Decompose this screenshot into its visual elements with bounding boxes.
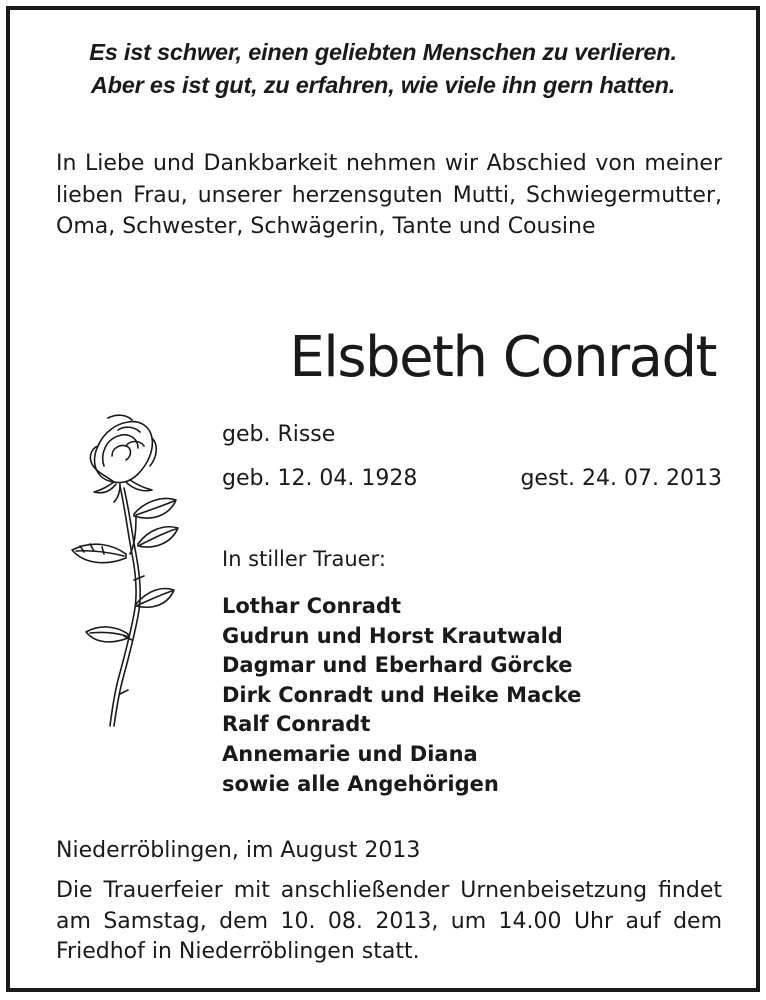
intro-text: In Liebe und Dankbarkeit nehmen wir Abschied von meiner lieben Frau, unserer herzensguten Mutti, Schwiegermutter, Oma, Schwester, Schwägerin, Tante und Cousine bbox=[56, 151, 722, 239]
motto-line-2: Aber es ist gut, zu erfahren, wie viele ihn gern hatten. bbox=[90, 72, 676, 98]
motto bbox=[10, 36, 756, 102]
mourner-name: sowie alle Angehörigen bbox=[222, 771, 499, 796]
birth-date: geb. 12. 04. 1928 bbox=[222, 466, 418, 491]
place-and-date: Niederröblingen, im August 2013 bbox=[56, 838, 421, 863]
mourner-list bbox=[222, 592, 581, 799]
rose-icon bbox=[54, 404, 184, 734]
mourner-name: Ralf Conradt bbox=[222, 712, 371, 737]
mourner-name: Dirk Conradt und Heike Macke bbox=[222, 682, 582, 707]
obituary-notice bbox=[6, 6, 760, 992]
motto-line-1: Es ist schwer, einen geliebten Menschen zu verlieren. bbox=[89, 39, 677, 65]
funeral-notice: Die Trauerfeier mit anschließender Urnenbeisetzung findet am Samstag, dem 10. 08. 2013, um 14.00 Uhr auf dem Friedhof in Niederröblingen statt. bbox=[56, 878, 722, 964]
mourner-name: Annemarie und Diana bbox=[222, 741, 478, 766]
mourning-label: In stiller Trauer: bbox=[222, 547, 386, 571]
death-date: gest. 24. 07. 2013 bbox=[520, 466, 722, 491]
maiden-name: geb. Risse bbox=[222, 422, 336, 447]
mourner-name: Gudrun und Horst Krautwald bbox=[222, 623, 563, 648]
deceased-name: Elsbeth Conradt bbox=[289, 325, 716, 390]
mourner-name: Dagmar und Eberhard Görcke bbox=[222, 653, 573, 678]
mourner-name: Lothar Conradt bbox=[222, 594, 402, 618]
